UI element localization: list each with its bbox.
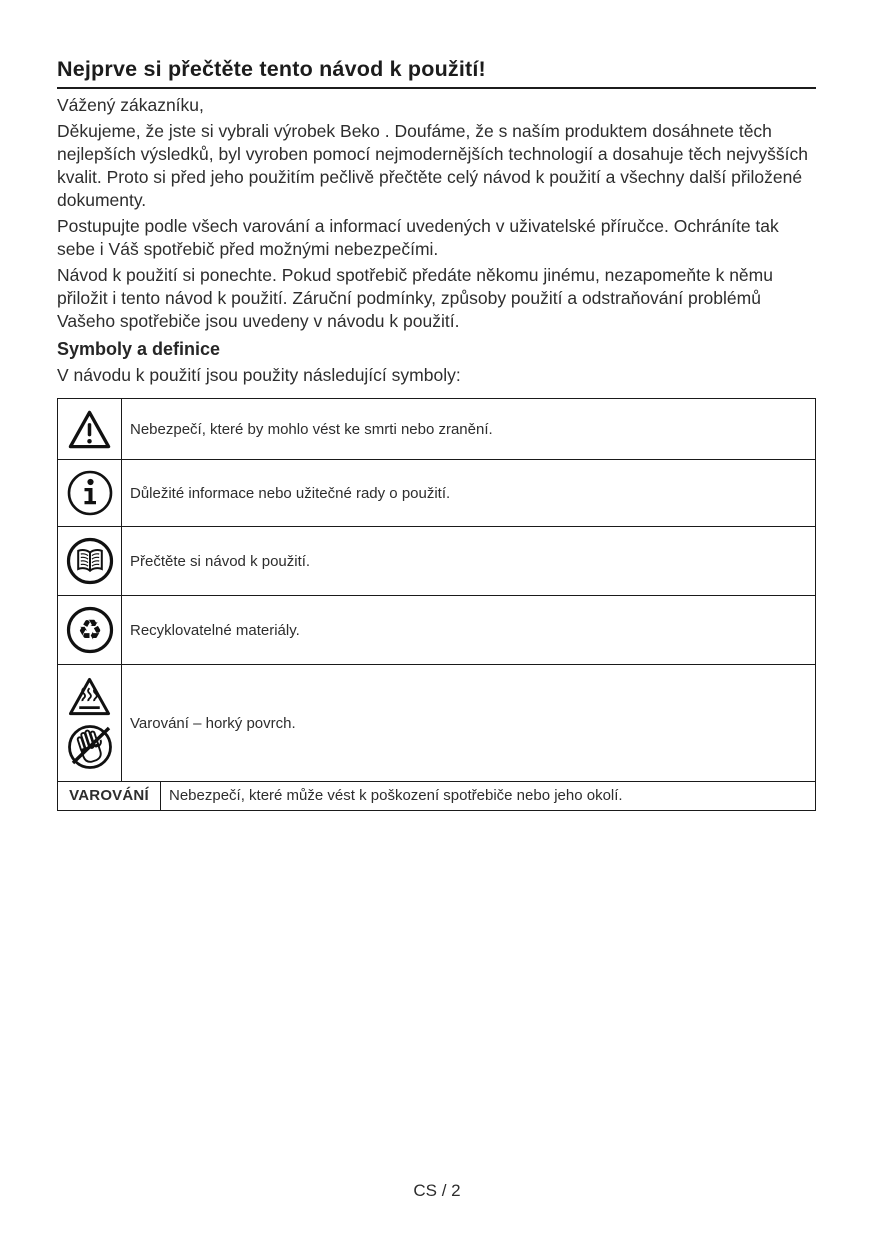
- symbol-description: Přečtěte si návod k použití.: [122, 527, 816, 596]
- symbol-description: Důležité informace nebo užitečné rady o použití.: [122, 460, 816, 527]
- info-icon: [60, 469, 119, 517]
- warning-label: VAROVÁNÍ: [58, 781, 161, 810]
- read-manual-icon: [60, 536, 119, 586]
- warning-triangle-icon: [60, 408, 119, 451]
- table-row: [58, 781, 816, 810]
- recyclable-materials-icon: [60, 605, 119, 655]
- salutation: Vážený zákazníku,: [57, 95, 204, 115]
- intro-paragraph: Děkujeme, že jste si vybrali výrobek Beko . Doufáme, že s naším produktem dosáhnete těch nejlepších výsledků, byl vyroben pomocí nejmodernějších technologií a dosahuje těch nejvyšších kvalit. Proto si před jeho použitím pečlivě přečtěte celý návod k použití a všechny další přiložené dokumenty.: [57, 121, 808, 210]
- symbols-heading: Symboly a definice: [57, 339, 221, 359]
- table-row: [58, 527, 816, 596]
- intro-paragraph: Postupujte podle všech varování a informací uvedených v uživatelské příručce. Ochráníte tak sebe i Váš spotřebič před možnými nebezpečími.: [57, 216, 779, 259]
- symbol-description: Nebezpečí, které by mohlo vést ke smrti nebo zranění.: [122, 399, 816, 460]
- table-row: [58, 596, 816, 665]
- page-title: Nejprve si přečtěte tento návod k použití!: [57, 56, 816, 89]
- symbol-description: Recyklovatelné materiály.: [122, 596, 816, 665]
- no-touch-icon: [64, 720, 116, 772]
- table-row: [58, 665, 816, 782]
- intro-paragraph: Návod k použití si ponechte. Pokud spotřebič předáte někomu jinému, nezapomeňte k němu přiložit i tento návod k použití. Záruční podmínky, způsoby použití a odstraňování problémů Vašeho spotřebiče jsou uvedeny v návodu k použití.: [57, 265, 773, 331]
- warning-description: Nebezpečí, které může vést k poškození spotřebiče nebo jeho okolí.: [161, 781, 816, 810]
- recycle-glyph: ♻: [76, 613, 103, 647]
- table-row: [58, 460, 816, 527]
- hot-surface-triangle-icon: [66, 675, 113, 718]
- warning-table: [57, 781, 816, 811]
- symbols-lead: V návodu k použití jsou použity následující symboly:: [57, 365, 461, 385]
- symbol-description: Varování – horký povrch.: [122, 665, 816, 782]
- table-row: [58, 399, 816, 460]
- hot-surface-icon: [60, 675, 119, 772]
- manual-page-content: [57, 56, 816, 811]
- page-footer: CS / 2: [413, 1181, 461, 1200]
- symbols-table: [57, 398, 816, 782]
